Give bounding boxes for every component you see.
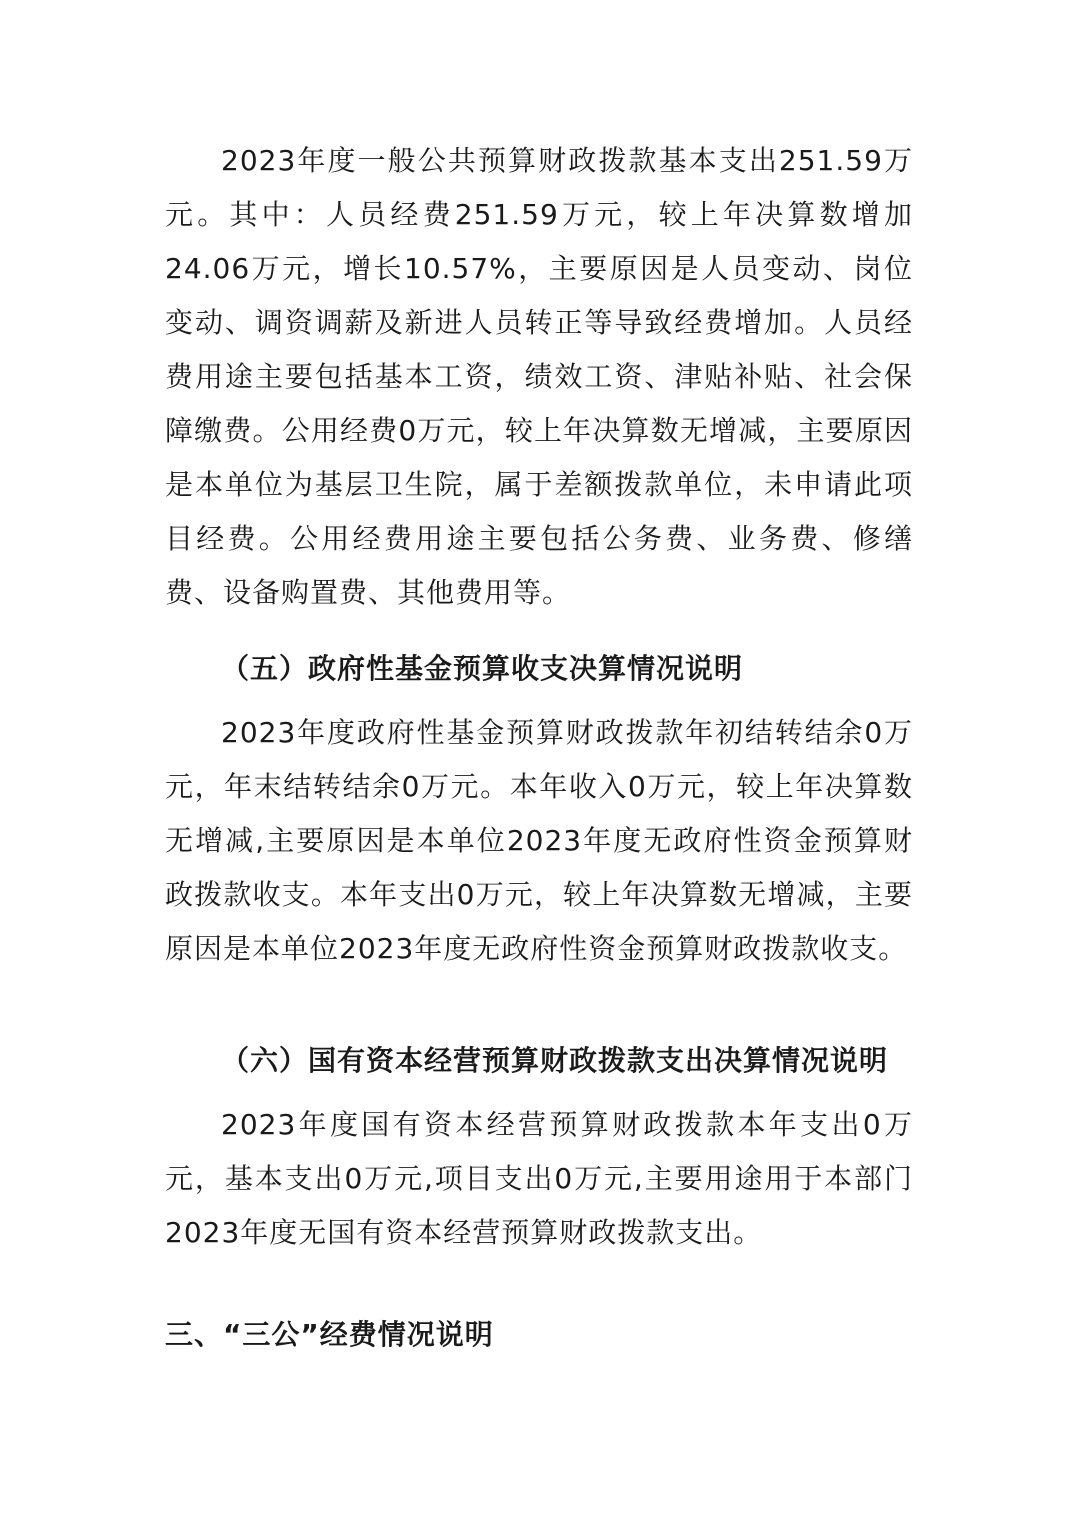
- paragraph-state-capital-budget: 2023年度国有资本经营预算财政拨款本年支出0万元，基本支出0万元,项目支出0万元,主要用途用于本部门2023年度无国有资本经营预算财政拨款支出。: [165, 1108, 913, 1249]
- paragraph-general-budget-basic-expense: 2023年度一般公共预算财政拨款基本支出251.59万元。其中：人员经费251.59万元，较上年决算数增加24.06万元，增长10.57%，主要原因是人员变动、岗位变动、调资调薪及新进人员转正等导致经费增加。人员经费用途主要包括基本工资，绩效工资、津贴补贴、社会保障缴费。公用经费0万元，较上年决算数无增减，主要原因是本单位为基层卫生院，属于差额拨款单位，未申请此项目经费。公用经费用途主要包括公务费、业务费、修缮费、设备购置费、其他费用等。: [165, 144, 913, 609]
- document-page: [165, 134, 913, 1362]
- heading-part-3-three-public-expenses: 三、“三公”经费情况说明: [165, 1318, 494, 1351]
- heading-section-5-government-fund: （五）政府性基金预算收支决算情况说明: [221, 652, 744, 685]
- heading-section-6-state-capital: （六）国有资本经营预算财政拨款支出决算情况说明: [221, 1044, 889, 1077]
- paragraph-government-fund-budget: 2023年度政府性基金预算财政拨款年初结转结余0万元，年末结转结余0万元。本年收入0万元，较上年决算数无增减,主要原因是本单位2023年度无政府性资金预算财政拨款收支。本年支出0万元，较上年决算数无增减，主要原因是本单位2023年度无政府性资金预算财政拨款收支。: [165, 716, 913, 965]
